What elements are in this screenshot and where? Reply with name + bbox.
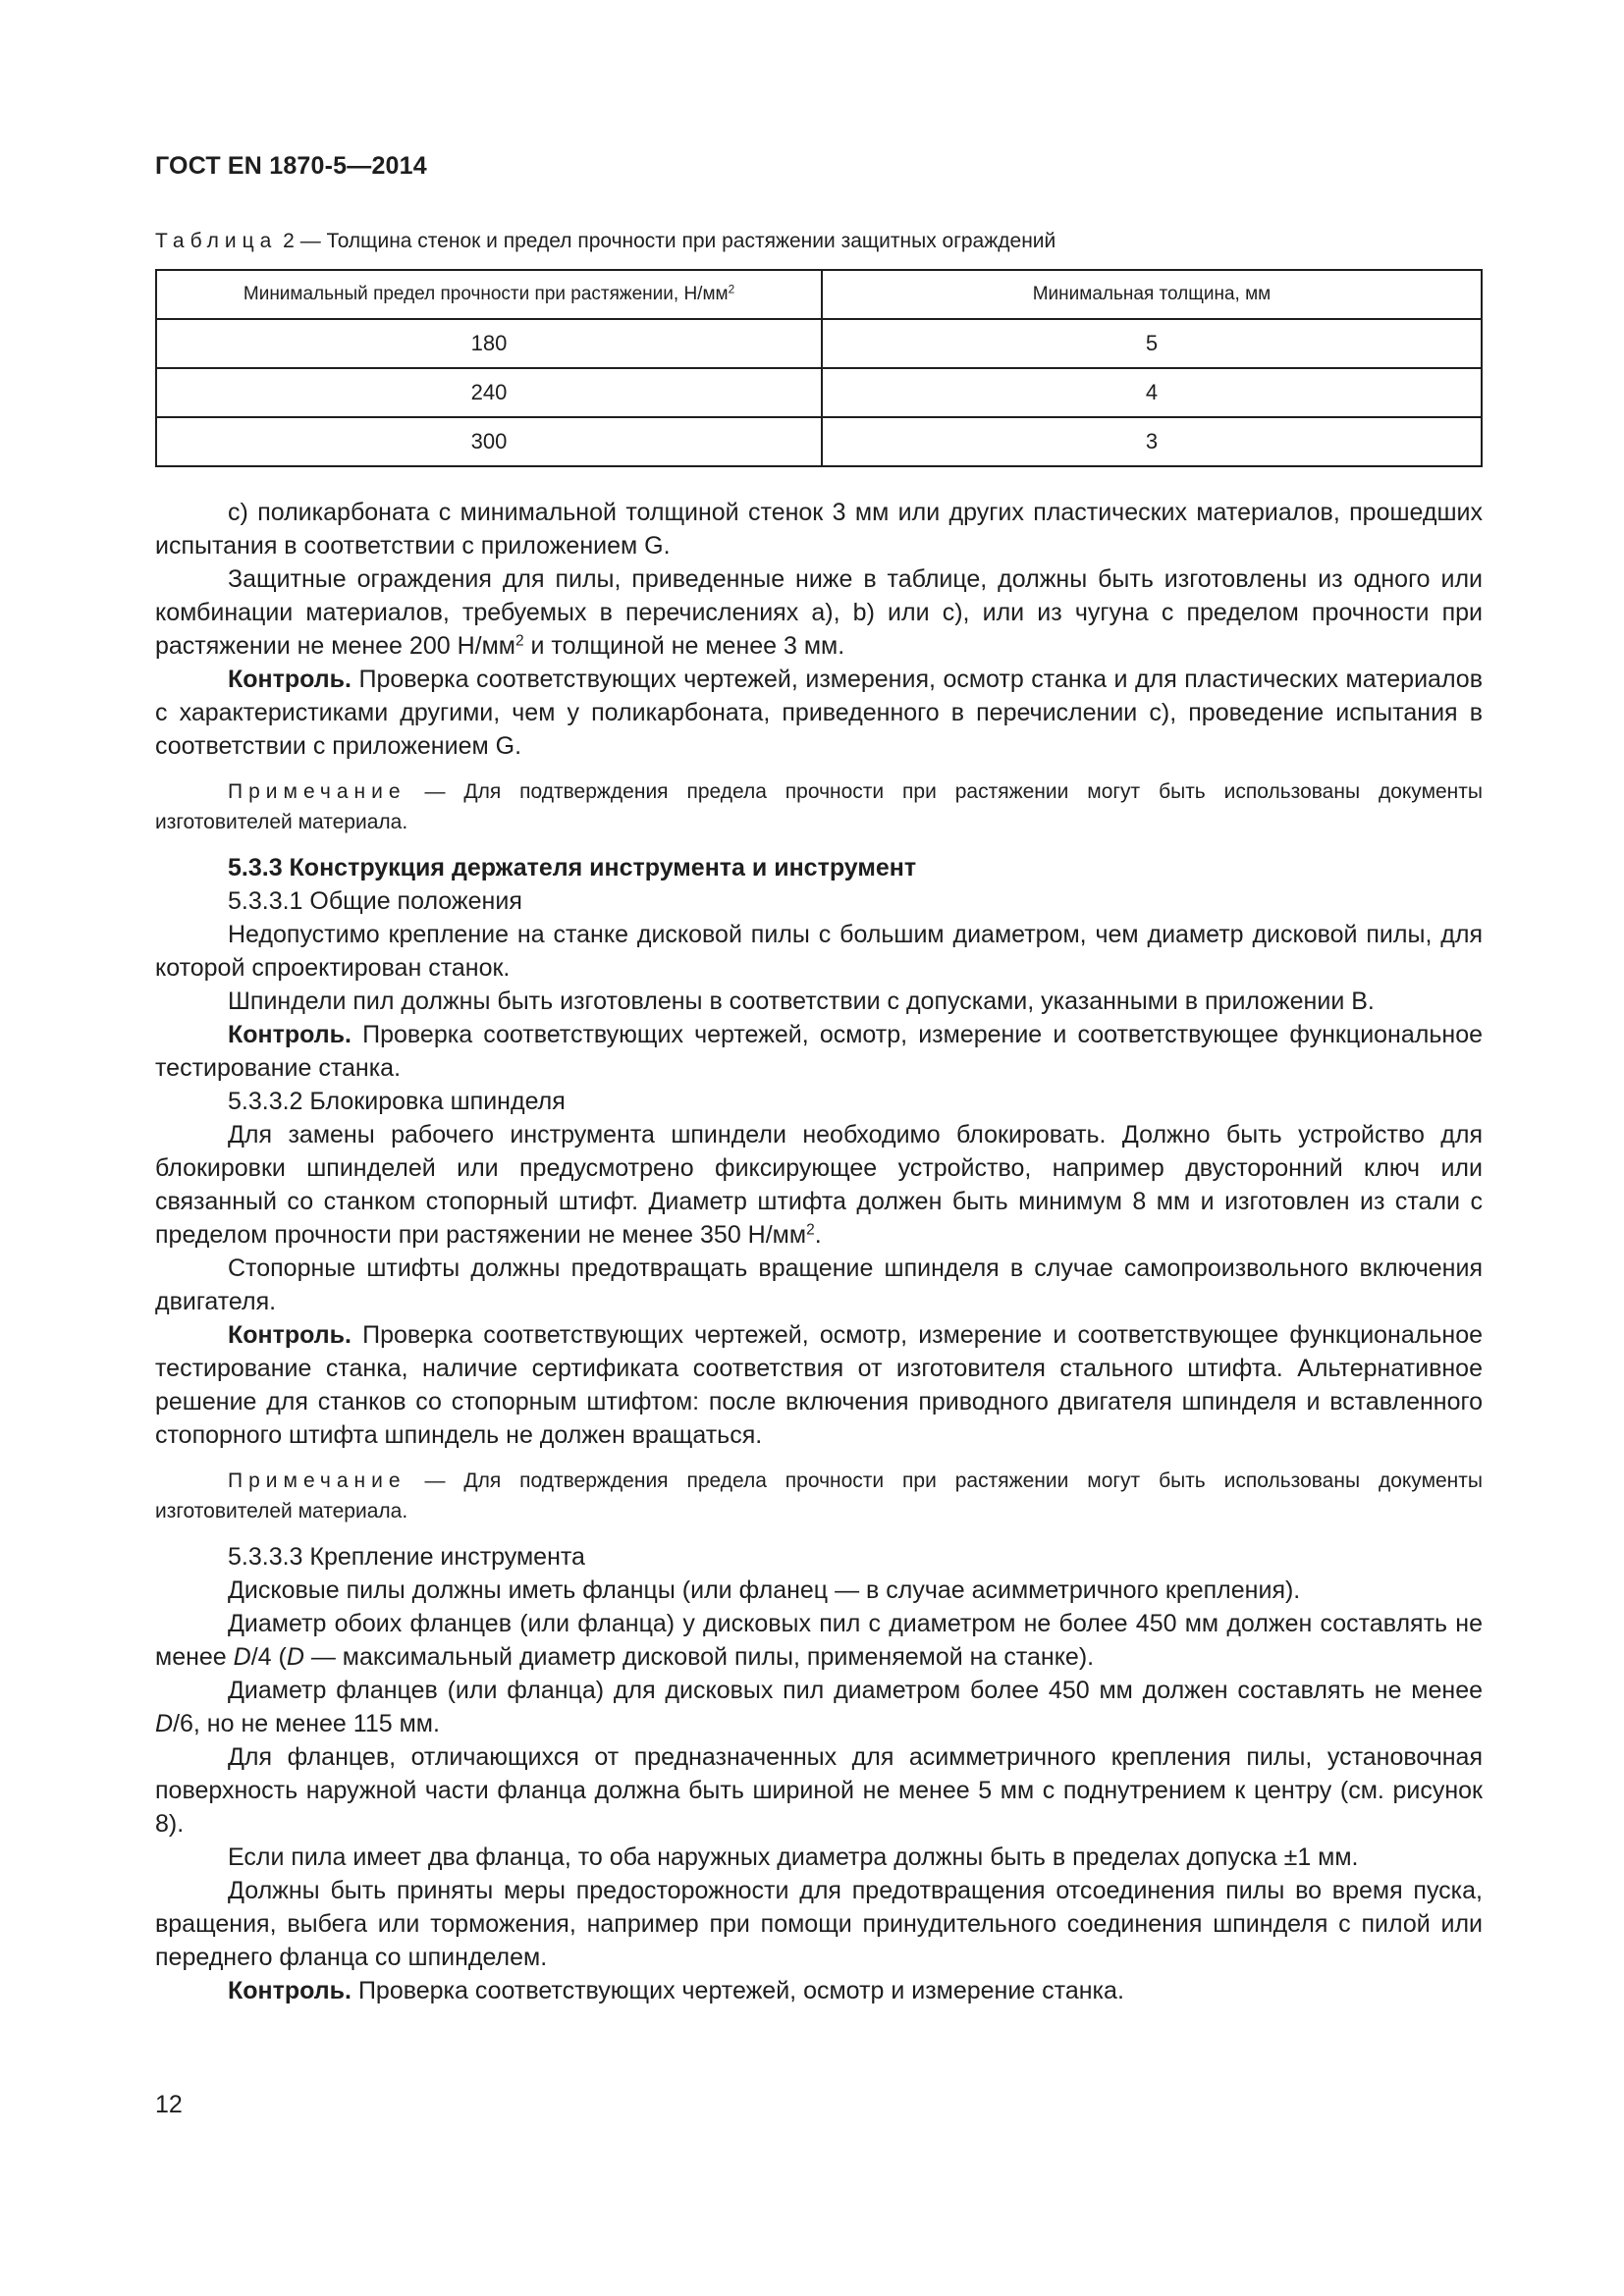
document-header: ГОСТ EN 1870-5—2014 <box>155 152 427 180</box>
paragraph-saw-diameter: Недопустимо крепление на станке дисковой пилы с большим диаметром, чем диаметр дисковой пилы, для которой спроектирован станок. <box>155 921 1483 982</box>
table-header-strength: Минимальный предел прочности при растяжении, $Н/мм^2$ <box>156 270 822 319</box>
paragraph-spindle-tolerance: Шпиндели пил должны быть изготовлены в соответствии с допусками, указанными в приложении В. <box>228 988 1375 1015</box>
section-title-5-3-3-2: 5.3.3.2 Блокировка шпинделя <box>228 1088 566 1115</box>
note-2: Примечание — Для подтверждения предела прочности при растяжении могут быть использованы документы изготовителей материала. <box>155 1469 1483 1522</box>
paragraph-control-4: Контроль. Проверка соответствующих чертежей, осмотр и измерение станка. <box>228 1977 1124 2004</box>
table-cell-strength: 300 <box>156 417 822 466</box>
section-title-5-3-3-3: 5.3.3.3 Крепление инструмента <box>228 1543 585 1571</box>
table-cell-strength: 240 <box>156 368 822 417</box>
table-header-thickness: Минимальная толщина, мм <box>822 270 1482 319</box>
table-cell-thickness: 5 <box>822 319 1482 368</box>
table-caption <box>155 230 1056 253</box>
paragraph-flange-diameter-450: Диаметр обоих фланцев (или фланца) у дисковых пил с диаметром не более 450 мм должен составлять не менее D/4 (D — максимальный диаметр дисковой пилы, применяемой на станке). <box>155 1610 1483 1671</box>
paragraph-flange-surface: Для фланцев, отличающихся от предназначенных для асимметричного крепления пилы, установочная поверхность наружной части фланца должна быть шириной не менее 5 мм с поднутрением к центру (см. рисунок 8). <box>155 1743 1483 1838</box>
control-label: Контроль. <box>228 1021 352 1048</box>
table-cell-thickness: 3 <box>822 417 1482 466</box>
table-header-row <box>156 270 1482 319</box>
table-caption-label: Таблица <box>155 230 278 252</box>
paragraph-control-1: Контроль. Проверка соответствующих чертежей, измерения, осмотр станка и для пластических материалов с характеристиками другими, чем у поликарбоната, приведенного в перечислении с), проведение испытания в соответствии с приложением G. <box>155 666 1483 760</box>
table-cell-thickness: 4 <box>822 368 1482 417</box>
document-body <box>155 496 1483 2007</box>
table-row <box>156 417 1482 466</box>
table-cell-strength: 180 <box>156 319 822 368</box>
paragraph-flange-diameter-over-450: Диаметр фланцев (или фланца) для дисковых пил диаметром более 450 мм должен составлять не менее D/6, но не менее 115 мм. <box>155 1677 1483 1737</box>
paragraph-flanges: Дисковые пилы должны иметь фланцы (или фланец — в случае асимметричного крепления). <box>228 1576 1301 1604</box>
paragraph-control-3: Контроль. Проверка соответствующих чертежей, осмотр, измерение и соответствующее функциональное тестирование станка, наличие сертификата соответствия от изготовителя стального штифта. Альтернативное решение для станков со стопорным штифтом: после включения приводного двигателя шпинделя и вставленного стопорного штифта шпиндель не должен вращаться. <box>155 1321 1483 1449</box>
paragraph-polycarbonate: с) поликарбоната с минимальной толщиной стенок 3 мм или других пластических материалов, прошедших испытания в соответствии с приложением G. <box>155 499 1483 560</box>
control-label: Контроль. <box>228 666 352 693</box>
table-row <box>156 368 1482 417</box>
note-1: Примечание — Для подтверждения предела прочности при растяжении могут быть использованы документы изготовителей материала. <box>155 780 1483 833</box>
section-title-5-3-3: 5.3.3 Конструкция держателя инструмента и инструмент <box>228 854 917 881</box>
section-title-5-3-3-1: 5.3.3.1 Общие положения <box>228 887 522 915</box>
paragraph-locking-pins: Стопорные штифты должны предотвращать вращение шпинделя в случае самопроизвольного включения двигателя. <box>155 1255 1483 1315</box>
strength-thickness-table <box>155 269 1483 467</box>
paragraph-spindle-lock: Для замены рабочего инструмента шпиндели необходимо блокировать. Должно быть устройство для блокировки шпинделей или предусмотрено фиксирующее устройство, например двусторонний ключ или связанный со станком стопорный штифт. Диаметр штифта должен быть минимум 8 мм и изготовлен из стали с пределом прочности при растяжении не менее 350 $Н/мм^2$. <box>155 1121 1483 1249</box>
table-row <box>156 319 1482 368</box>
note-label: Примечание <box>228 1469 406 1492</box>
paragraph-precautions: Должны быть приняты меры предосторожности для предотвращения отсоединения пилы во время пуска, вращения, выбега или торможения, например при помощи принудительного соединения шпинделя с пилой или переднего фланца со шпинделем. <box>155 1877 1483 1971</box>
page-number: 12 <box>155 2091 183 2118</box>
table-caption-text: 2 — Толщина стенок и предел прочности при растяжении защитных ограждений <box>277 230 1056 252</box>
control-label: Контроль. <box>228 1977 352 2004</box>
paragraph-guard-materials: Защитные ограждения для пилы, приведенные ниже в таблице, должны быть изготовлены из одного или комбинации материалов, требуемых в перечислениях а), b) или с), или из чугуна с пределом прочности при растяжении не менее 200 $Н/мм^2$ и толщиной не менее 3 мм. <box>155 565 1483 660</box>
paragraph-two-flanges: Если пила имеет два фланца, то оба наружных диаметра должны быть в пределах допуска ±1 мм. <box>228 1843 1359 1871</box>
control-label: Контроль. <box>228 1321 352 1349</box>
note-label: Примечание <box>228 780 406 803</box>
paragraph-control-2: Контроль. Проверка соответствующих чертежей, осмотр, измерение и соответствующее функциональное тестирование станка. <box>155 1021 1483 1082</box>
